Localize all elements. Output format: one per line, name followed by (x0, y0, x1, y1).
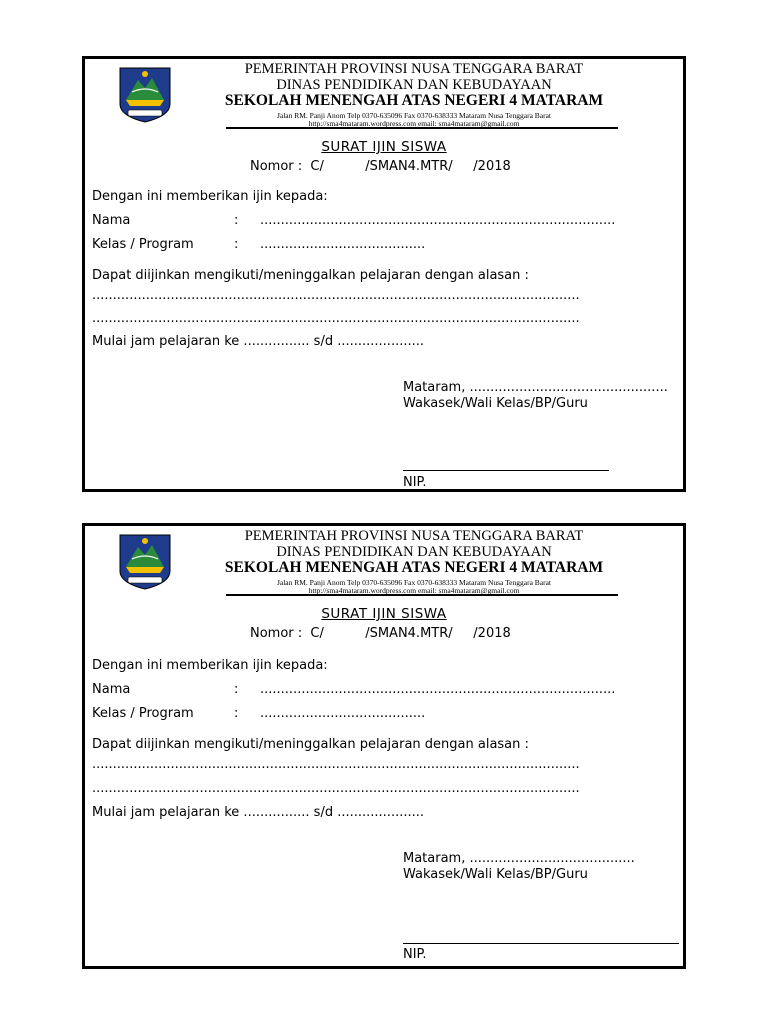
form-number: Nomor : C/ /SMAN4.MTR/ /2018 (250, 159, 511, 174)
header-divider (226, 594, 618, 596)
reason-label: Dapat diijinkan mengikuti/meninggalkan pelajaran dengan alasan : (92, 737, 529, 752)
nama-label: Nama (92, 213, 131, 228)
header-contact: http://sma4mataram.wordpress.com email: sma4mataram@gmail.com (308, 119, 520, 129)
header-contact: http://sma4mataram.wordpress.com email: sma4mataram@gmail.com (308, 586, 520, 596)
header-address: Jalan RM. Panji Anom Telp 0370-635096 Fax 0370-638333 Mataram Nusa Tenggara Barat (276, 578, 552, 588)
header-line-2: DINAS PENDIDIKAN DAN KEBUDAYAAN (276, 543, 552, 560)
provincial-crest-icon (116, 533, 174, 591)
nip-label: NIP. (403, 475, 427, 490)
signature-line (403, 943, 679, 944)
lesson-period-field[interactable]: Mulai jam pelajaran ke ................ s/d ..................... (92, 334, 425, 349)
nama-field[interactable]: ...................................................................................... (260, 682, 616, 697)
letterhead (85, 526, 683, 596)
signature-line (403, 470, 609, 471)
nama-label: Nama (92, 682, 131, 697)
letterhead (85, 59, 683, 129)
lesson-period-field[interactable]: Mulai jam pelajaran ke ................ s/d ..................... (92, 805, 425, 820)
kelas-label: Kelas / Program (92, 237, 194, 252)
provincial-crest-icon (116, 66, 174, 124)
header-line-1: PEMERINTAH PROVINSI NUSA TENGGARA BARAT (244, 528, 584, 544)
intro-text: Dengan ini memberikan ijin kepada: (92, 189, 328, 204)
header-address: Jalan RM. Panji Anom Telp 0370-635096 Fax 0370-638333 Mataram Nusa Tenggara Barat (276, 111, 552, 121)
kelas-field[interactable]: ........................................ (260, 237, 426, 252)
signer-role: Wakasek/Wali Kelas/BP/Guru (403, 867, 588, 882)
form-title: SURAT IJIN SISWA (321, 606, 447, 622)
header-divider (226, 127, 618, 129)
kelas-field[interactable]: ........................................ (260, 706, 426, 721)
reason-field-line-2[interactable]: ...................................................................................................................... (92, 311, 580, 326)
form-title: SURAT IJIN SISWA (321, 139, 447, 155)
place-date-field[interactable]: Mataram, ........................................ (403, 851, 635, 866)
permit-form-1 (82, 56, 686, 492)
reason-label: Dapat diijinkan mengikuti/meninggalkan pelajaran dengan alasan : (92, 268, 529, 283)
header-line-1: PEMERINTAH PROVINSI NUSA TENGGARA BARAT (244, 61, 584, 77)
nama-field[interactable]: ...................................................................................... (260, 213, 616, 228)
kelas-colon: : (234, 237, 239, 252)
nama-colon: : (234, 213, 239, 228)
nip-label: NIP. (403, 947, 427, 962)
signer-role: Wakasek/Wali Kelas/BP/Guru (403, 396, 588, 411)
nama-colon: : (234, 682, 239, 697)
header-school-name: SEKOLAH MENENGAH ATAS NEGERI 4 MATARAM (224, 92, 604, 110)
place-date-field[interactable]: Mataram, ................................................ (403, 380, 668, 395)
reason-field-line-1[interactable]: ...................................................................................................................... (92, 288, 580, 303)
header-line-2: DINAS PENDIDIKAN DAN KEBUDAYAAN (276, 76, 552, 93)
form-number: Nomor : C/ /SMAN4.MTR/ /2018 (250, 626, 511, 641)
permit-form-2 (82, 523, 686, 969)
intro-text: Dengan ini memberikan ijin kepada: (92, 658, 328, 673)
kelas-colon: : (234, 706, 239, 721)
reason-field-line-1[interactable]: ...................................................................................................................... (92, 757, 580, 772)
kelas-label: Kelas / Program (92, 706, 194, 721)
header-school-name: SEKOLAH MENENGAH ATAS NEGERI 4 MATARAM (224, 559, 604, 577)
reason-field-line-2[interactable]: ...................................................................................................................... (92, 781, 580, 796)
